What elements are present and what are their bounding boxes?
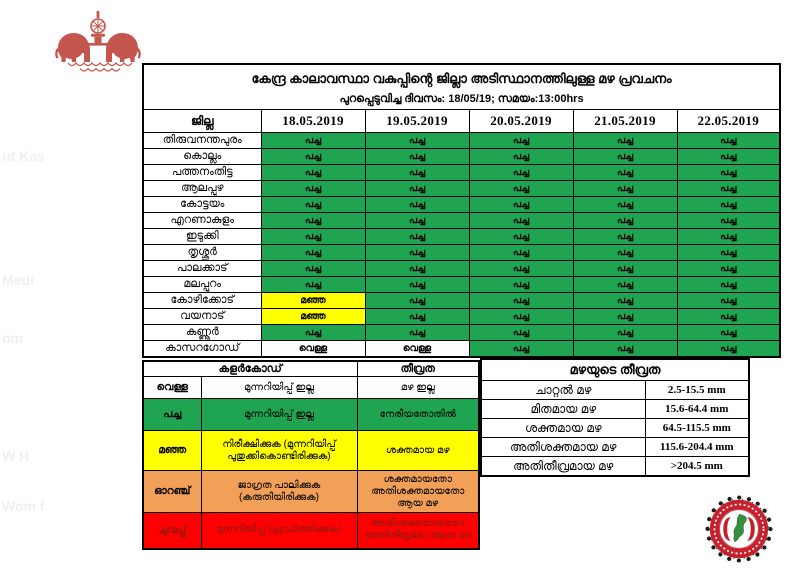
legend-header-row bbox=[143, 361, 479, 377]
table-row bbox=[143, 197, 780, 213]
forecast-cell: പച്ച bbox=[261, 213, 365, 229]
district-name: കൊല്ലം bbox=[143, 149, 261, 165]
district-name: തിരുവനന്തപുരം bbox=[143, 133, 261, 149]
forecast-cell: പച്ച bbox=[365, 245, 469, 261]
district-name: പത്തനംതിട്ട bbox=[143, 165, 261, 181]
forecast-cell: പച്ച bbox=[365, 229, 469, 245]
forecast-cell: പച്ച bbox=[365, 149, 469, 165]
forecast-cell: പച്ച bbox=[261, 277, 365, 293]
forecast-cell: പച്ച bbox=[677, 165, 780, 181]
column-header-date-5: 22.05.2019 bbox=[677, 110, 780, 133]
intensity-table-title: മഴയുടെ തീവ്രത bbox=[481, 359, 749, 381]
forecast-cell: പച്ച bbox=[573, 261, 677, 277]
forecast-cell: പച്ച bbox=[261, 261, 365, 277]
intensity-label: അതിതീവ്രമായ മഴ bbox=[481, 457, 645, 477]
intensity-range: 64.5-115.5 mm bbox=[645, 419, 749, 438]
intensity-range: >204.5 mm bbox=[645, 457, 749, 477]
district-name: കണ്ണൂർ bbox=[143, 325, 261, 341]
table-row bbox=[143, 245, 780, 261]
intensity-row bbox=[481, 400, 749, 419]
table-row bbox=[143, 325, 780, 341]
forecast-cell: പച്ച bbox=[573, 245, 677, 261]
district-name: ആലപ്പുഴ bbox=[143, 181, 261, 197]
forecast-cell: പച്ച bbox=[261, 245, 365, 261]
table-title: കേന്ദ്ര കാലാവസ്ഥാ വകുപ്പിന്റെ ജില്ലാ അടിസ്ഥാനത്തിലുള്ള മഴ പ്രവചനം bbox=[251, 71, 672, 86]
intensity-range: 15.6-64.4 mm bbox=[645, 400, 749, 419]
intensity-header-row bbox=[481, 359, 749, 381]
table-row bbox=[143, 181, 780, 197]
legend-advice: ജാഗ്രത പാലിക്കുക (കരുതിയിരിക്കുക) bbox=[201, 471, 357, 513]
rain-intensity-table bbox=[480, 358, 750, 477]
district-name: കോട്ടയം bbox=[143, 197, 261, 213]
forecast-cell: മഞ്ഞ bbox=[261, 293, 365, 309]
forecast-cell: പച്ച bbox=[365, 309, 469, 325]
legend-row bbox=[143, 471, 479, 513]
forecast-cell: പച്ച bbox=[469, 309, 573, 325]
district-name: കാസറഗോഡ് bbox=[143, 341, 261, 358]
forecast-cell: പച്ച bbox=[365, 277, 469, 293]
intensity-range: 2.5-15.5 mm bbox=[645, 381, 749, 400]
color-code-legend-table bbox=[142, 360, 480, 550]
forecast-cell: വെള്ള bbox=[261, 341, 365, 358]
district-name: മലപ്പുറം bbox=[143, 277, 261, 293]
forecast-cell: പച്ച bbox=[469, 149, 573, 165]
table-subtitle: പുറപ്പെടുവിച്ച ദിവസം: 18/05/19; സമയം:13:00hrs bbox=[339, 93, 584, 105]
legend-color-name: ഓറഞ്ച് bbox=[143, 471, 201, 513]
intensity-range: 115.6-204.4 mm bbox=[645, 438, 749, 457]
forecast-cell: പച്ച bbox=[573, 181, 677, 197]
intensity-row bbox=[481, 381, 749, 400]
legend-color-name: ചുവപ്പ് bbox=[143, 513, 201, 549]
forecast-cell: പച്ച bbox=[261, 325, 365, 341]
forecast-cell: പച്ച bbox=[677, 181, 780, 197]
intensity-row bbox=[481, 457, 749, 477]
forecast-cell: പച്ച bbox=[469, 133, 573, 149]
watermark-fragment: om bbox=[2, 330, 23, 346]
kerala-state-emblem-icon bbox=[46, 2, 150, 74]
forecast-table bbox=[142, 63, 781, 358]
table-row bbox=[143, 149, 780, 165]
forecast-cell: പച്ച bbox=[677, 293, 780, 309]
intensity-label: ചാറ്റൽ മഴ bbox=[481, 381, 645, 400]
forecast-cell: പച്ച bbox=[365, 181, 469, 197]
forecast-cell: പച്ച bbox=[365, 213, 469, 229]
forecast-cell: പച്ച bbox=[365, 197, 469, 213]
column-header-date-4: 21.05.2019 bbox=[573, 110, 677, 133]
table-row bbox=[143, 133, 780, 149]
intensity-label: മിതമായ മഴ bbox=[481, 400, 645, 419]
forecast-cell: പച്ച bbox=[365, 261, 469, 277]
forecast-tbody bbox=[143, 133, 780, 358]
forecast-cell: പച്ച bbox=[677, 277, 780, 293]
forecast-cell: പച്ച bbox=[469, 245, 573, 261]
forecast-cell: പച്ച bbox=[573, 229, 677, 245]
legend-color-name: വെള്ള bbox=[143, 377, 201, 399]
forecast-cell: പച്ച bbox=[469, 197, 573, 213]
column-header-date-1: 18.05.2019 bbox=[261, 110, 365, 133]
forecast-cell: പച്ച bbox=[365, 165, 469, 181]
forecast-cell: പച്ച bbox=[573, 293, 677, 309]
legend-header-colorcode: കളർകോഡ് bbox=[143, 361, 357, 377]
intensity-label: അതിശക്തമായ മഴ bbox=[481, 438, 645, 457]
legend-intensity: നേരിയതോതിൽ bbox=[357, 399, 479, 431]
forecast-cell: പച്ച bbox=[469, 165, 573, 181]
forecast-cell: പച്ച bbox=[573, 325, 677, 341]
forecast-cell: പച്ച bbox=[677, 197, 780, 213]
legend-tbody bbox=[143, 377, 479, 549]
legend-advice: നിരീക്ഷിക്കുക (മുന്നറിയിപ്പ് പുതുക്കികൊണ്ടിരിക്കുക) bbox=[201, 431, 357, 471]
forecast-cell: പച്ച bbox=[677, 229, 780, 245]
legend-intensity: അതിശക്തമായതോ അതിതീവ്രമോ ആയ മഴ bbox=[357, 513, 479, 549]
legend-intensity: ശക്തമായ മഴ bbox=[357, 431, 479, 471]
intensity-row bbox=[481, 419, 749, 438]
forecast-cell: പച്ച bbox=[469, 293, 573, 309]
legend-advice: മുന്നറിയിപ്പ് (പ്രവർത്തിക്കുക) bbox=[201, 513, 357, 549]
legend-row bbox=[143, 513, 479, 549]
table-row bbox=[143, 261, 780, 277]
district-name: വയനാട് bbox=[143, 309, 261, 325]
table-row bbox=[143, 309, 780, 325]
forecast-cell: പച്ച bbox=[677, 261, 780, 277]
column-header-date-3: 20.05.2019 bbox=[469, 110, 573, 133]
watermark-fragment: ut Kas bbox=[2, 148, 45, 164]
table-row bbox=[143, 229, 780, 245]
watermark-fragment: Medi bbox=[2, 272, 34, 288]
forecast-cell: പച്ച bbox=[677, 213, 780, 229]
forecast-cell: പച്ച bbox=[677, 133, 780, 149]
district-name: ഇടുക്കി bbox=[143, 229, 261, 245]
forecast-cell: പച്ച bbox=[469, 213, 573, 229]
forecast-cell: പച്ച bbox=[573, 341, 677, 358]
forecast-cell: പച്ച bbox=[261, 149, 365, 165]
forecast-cell: പച്ച bbox=[573, 165, 677, 181]
intensity-label: ശക്തമായ മഴ bbox=[481, 419, 645, 438]
forecast-cell: പച്ച bbox=[365, 293, 469, 309]
forecast-cell: വെള്ള bbox=[365, 341, 469, 358]
table-row bbox=[143, 293, 780, 309]
forecast-cell: പച്ച bbox=[677, 341, 780, 358]
district-name: കോഴിക്കോട് bbox=[143, 293, 261, 309]
intensity-row bbox=[481, 438, 749, 457]
forecast-cell: മഞ്ഞ bbox=[261, 309, 365, 325]
forecast-cell: പച്ച bbox=[573, 197, 677, 213]
forecast-cell: പച്ച bbox=[261, 165, 365, 181]
table-row bbox=[143, 341, 780, 358]
forecast-cell: പച്ച bbox=[469, 261, 573, 277]
ksdma-seal-icon bbox=[702, 492, 776, 566]
legend-color-name: പച്ച bbox=[143, 399, 201, 431]
forecast-cell: പച്ച bbox=[365, 325, 469, 341]
forecast-cell: പച്ച bbox=[469, 181, 573, 197]
legend-header-intensity: തീവ്രത bbox=[357, 361, 479, 377]
forecast-cell: പച്ച bbox=[261, 181, 365, 197]
forecast-cell: പച്ച bbox=[261, 197, 365, 213]
district-name: തൃശ്ശൂർ bbox=[143, 245, 261, 261]
column-header-date-2: 19.05.2019 bbox=[365, 110, 469, 133]
district-name: എറണാകുളം bbox=[143, 213, 261, 229]
forecast-cell: പച്ച bbox=[261, 133, 365, 149]
forecast-cell: പച്ച bbox=[365, 133, 469, 149]
forecast-cell: പച്ച bbox=[677, 309, 780, 325]
forecast-cell: പച്ച bbox=[677, 245, 780, 261]
forecast-header-row bbox=[143, 110, 780, 133]
column-header-district: ജില്ല bbox=[143, 110, 261, 133]
intensity-tbody bbox=[481, 381, 749, 477]
legend-row bbox=[143, 431, 479, 471]
forecast-title-cell bbox=[143, 64, 780, 110]
legend-row bbox=[143, 377, 479, 399]
forecast-cell: പച്ച bbox=[677, 325, 780, 341]
forecast-cell: പച്ച bbox=[677, 149, 780, 165]
forecast-cell: പച്ച bbox=[469, 277, 573, 293]
forecast-cell: പച്ച bbox=[469, 229, 573, 245]
table-row bbox=[143, 213, 780, 229]
watermark-fragment: Wom f bbox=[2, 498, 45, 514]
legend-row bbox=[143, 399, 479, 431]
forecast-cell: പച്ച bbox=[469, 341, 573, 358]
watermark-fragment: W H bbox=[2, 448, 30, 464]
table-row bbox=[143, 277, 780, 293]
legend-color-name: മഞ്ഞ bbox=[143, 431, 201, 471]
legend-advice: മുന്നറിയിപ്പ് ഇല്ല bbox=[201, 377, 357, 399]
forecast-cell: പച്ച bbox=[261, 229, 365, 245]
district-name: പാലക്കാട് bbox=[143, 261, 261, 277]
forecast-title-row bbox=[143, 64, 780, 110]
legend-intensity: ശക്തമായതോ അതിശക്തമായതോ ആയ മഴ bbox=[357, 471, 479, 513]
legend-advice: മുന്നറിയിപ്പ് ഇല്ല bbox=[201, 399, 357, 431]
forecast-cell: പച്ച bbox=[573, 213, 677, 229]
forecast-cell: പച്ച bbox=[573, 277, 677, 293]
forecast-cell: പച്ച bbox=[573, 149, 677, 165]
forecast-cell: പച്ച bbox=[573, 309, 677, 325]
legend-intensity: മഴ ഇല്ല bbox=[357, 377, 479, 399]
forecast-cell: പച്ച bbox=[469, 325, 573, 341]
forecast-cell: പച്ച bbox=[573, 133, 677, 149]
table-row bbox=[143, 165, 780, 181]
